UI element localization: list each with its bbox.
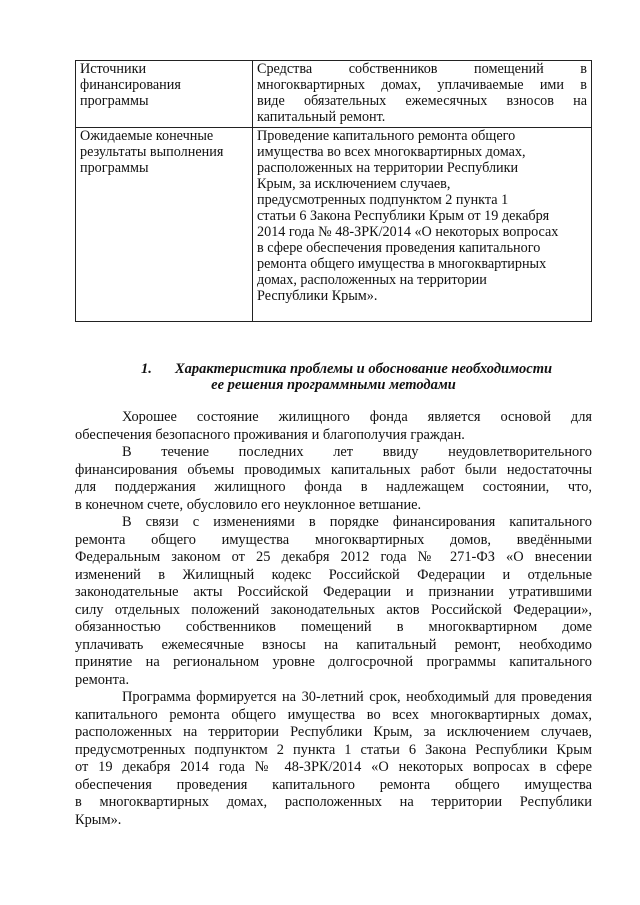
- paragraph-line: предусмотренных подпунктом 2 пункта 1 статьи 6 Закона Республики Крым: [75, 741, 592, 758]
- paragraph-line: силу отдельных положений законодательных актов Российской Федерации»,: [75, 601, 592, 618]
- paragraph: [75, 444, 592, 514]
- paragraph-line: обеспечения безопасного проживания и благополучия граждан.: [75, 426, 465, 443]
- paragraph-line: расположенных на территории Республики Крым, за исключением случаев,: [75, 724, 592, 740]
- paragraph-line: Крым».: [75, 811, 122, 828]
- paragraph-line: Федеральным законом от 25 декабря 2012 года № 271-ФЗ «О внесении: [75, 549, 592, 565]
- paragraph-line: ремонта общего имущества многоквартирных домов, введёнными: [75, 531, 592, 548]
- content-line: капитальный ремонт.: [257, 109, 386, 125]
- section-title-line2: ее решения программными методами: [211, 377, 456, 393]
- table-content-cell: [253, 128, 592, 322]
- program-passport-table: [75, 60, 592, 322]
- table-content-cell: [253, 61, 592, 128]
- paragraph-line: принятие на региональном уровне долгосрочной программы капитального: [75, 654, 592, 670]
- content-line: виде обязательных ежемесячных взносов на: [257, 93, 587, 109]
- row-content: Проведение капитального ремонта общего имущества во всех многоквартирных домах, расположенных на территории Республики Крым, за исключением случаев, предусмотренных подпунктом 2 пункта 1 статьи 6 Закона Республики Крым от 19 декабря 2014 года № 48-ЗРК/2014 «О некоторых вопросах в сфере обеспечения проведения капитального ремонта общего имущества в многоквартирных домах, расположенных на территории Республики Крым».: [257, 128, 559, 304]
- row-label: Источники финансирования программы: [80, 61, 181, 109]
- paragraph-line: Хорошее состояние жилищного фонда является основой для: [122, 409, 592, 425]
- paragraph-line: В течение последних лет ввиду неудовлетворительного: [122, 444, 592, 460]
- paragraph: [75, 689, 592, 829]
- table-label-cell: [76, 128, 253, 322]
- paragraph: [75, 514, 592, 689]
- section-number: 1.: [141, 361, 152, 377]
- section-title-line1: Характеристика проблемы и обоснование необходимости: [175, 361, 553, 377]
- content-line: многоквартирных домах, уплачиваемые ими в: [257, 77, 587, 93]
- paragraph-line: уплачивать ежемесячные взносы на капитальный ремонт, необходимо: [75, 636, 592, 653]
- paragraph-line: обеспечения проведения капитального ремонта общего имущества: [75, 776, 592, 793]
- paragraph-line: законодательные акты Российской Федерации и признании утратившими: [75, 584, 592, 600]
- section-heading: [75, 361, 592, 393]
- paragraph-line: от 19 декабря 2014 года № 48-ЗРК/2014 «О некоторых вопросах в сфере: [75, 759, 592, 775]
- paragraph-line: в многоквартирных домах, расположенных на территории Республики: [75, 794, 592, 810]
- content-line: Средства собственников помещений в: [257, 61, 587, 77]
- table-row: [76, 128, 592, 322]
- paragraph-line: изменений в Жилищный кодекс Российской Федерации и отдельные: [75, 566, 592, 583]
- paragraph-line: обязанностью собственников помещений в многоквартирном доме: [75, 619, 592, 635]
- paragraph-line: финансирования объемы проводимых капитальных работ были недостаточны: [75, 461, 592, 478]
- paragraph: [75, 409, 592, 444]
- paragraph-line: для поддержания жилищного фонда в надлежащем состоянии, что,: [75, 479, 592, 495]
- body-text: [75, 409, 592, 829]
- paragraph-line: Программа формируется на 30-летний срок, необходимый для проведения: [122, 689, 592, 705]
- paragraph-line: капитального ремонта общего имущества во всех многоквартирных домах,: [75, 706, 592, 723]
- table-label-cell: [76, 61, 253, 128]
- table-row: [76, 61, 592, 128]
- row-label: Ожидаемые конечные результаты выполнения программы: [80, 128, 224, 176]
- paragraph-line: ремонта.: [75, 671, 130, 688]
- paragraph-line: в конечном счете, обусловило его неуклонное ветшание.: [75, 496, 422, 513]
- paragraph-line: В связи с изменениями в порядке финансирования капитального: [122, 514, 592, 530]
